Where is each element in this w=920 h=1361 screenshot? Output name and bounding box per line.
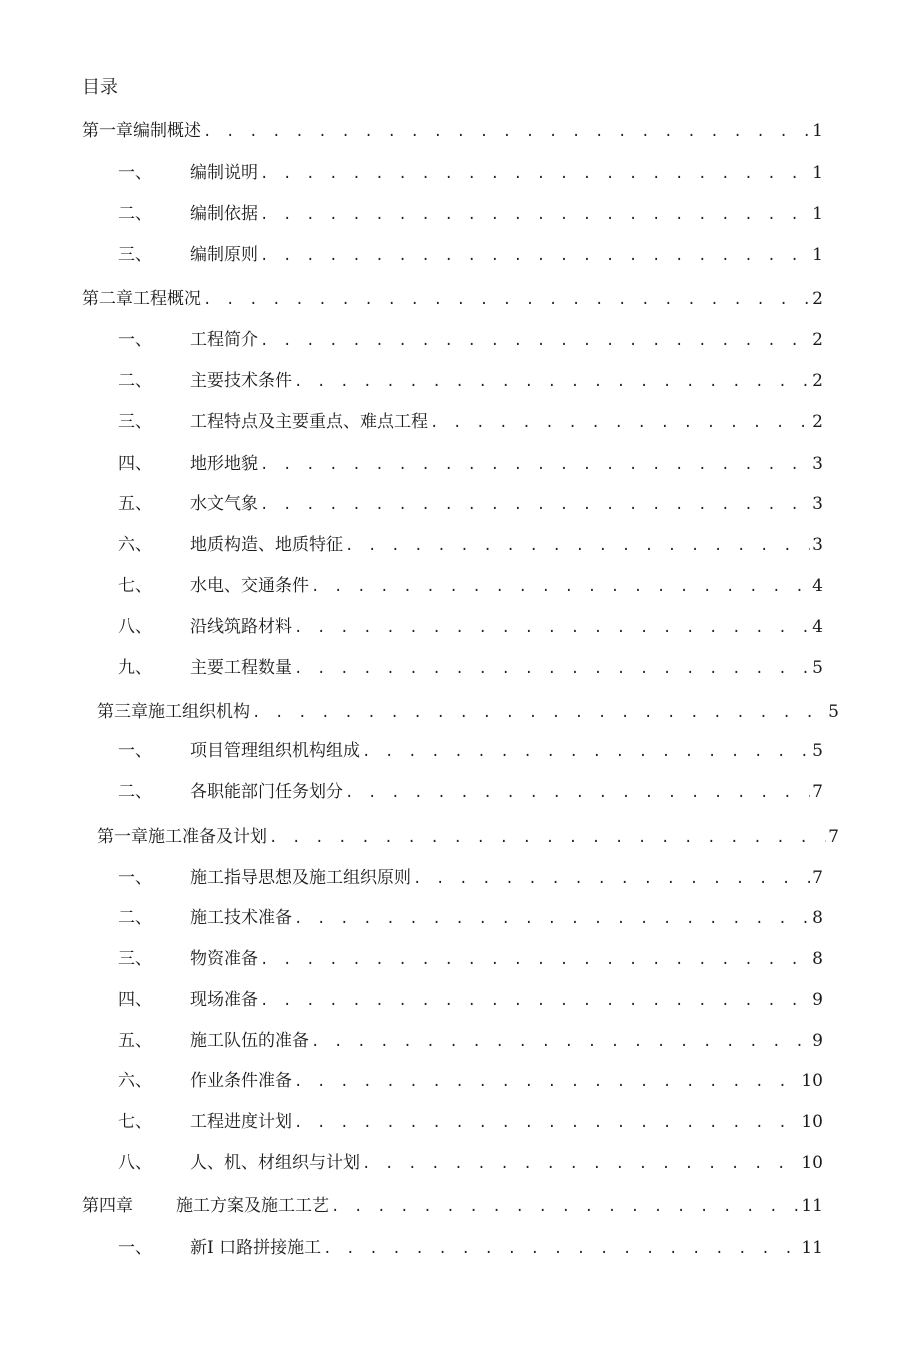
toc-entry-page: 2 <box>812 289 823 309</box>
toc-section-entry[interactable] <box>118 530 823 556</box>
toc-section-entry[interactable] <box>118 158 823 184</box>
toc-entry-label: 项目管理组织机构组成 <box>190 741 360 761</box>
toc-entry-page: 10 <box>801 1153 823 1173</box>
toc-entry-label: 施工指导思想及施工组织原则 <box>190 868 411 888</box>
toc-entry-page: 3 <box>812 454 823 474</box>
toc-entry-number: 九、 <box>118 658 152 678</box>
dot-leader <box>362 1154 799 1174</box>
dot-leader <box>345 536 810 556</box>
dot-leader <box>331 1197 799 1217</box>
toc-entry-number: 七、 <box>118 1112 152 1132</box>
dot-leader <box>260 950 810 970</box>
toc-section-entry[interactable] <box>118 571 823 597</box>
toc-section-entry[interactable] <box>118 612 823 638</box>
toc-section-entry[interactable] <box>118 1066 823 1092</box>
toc-entry-label: 各职能部门任务划分 <box>190 782 343 802</box>
dot-leader <box>323 1239 799 1259</box>
toc-entry-label: 工程特点及主要重点、难点工程 <box>190 412 428 432</box>
toc-entry-number: 六、 <box>118 1071 152 1091</box>
toc-entry-page: 1 <box>812 245 823 265</box>
toc-entry-page: 1 <box>812 163 823 183</box>
toc-entry-page: 9 <box>812 1031 823 1051</box>
dot-leader <box>294 618 810 638</box>
toc-entry-number: 四、 <box>118 990 152 1010</box>
toc-entry-number: 三、 <box>118 412 152 432</box>
dot-leader <box>260 164 810 184</box>
toc-section-entry[interactable] <box>118 1107 823 1133</box>
toc-entry-label: 现场准备 <box>190 990 258 1010</box>
dot-leader <box>294 659 810 679</box>
toc-entry-number: 二、 <box>118 782 152 802</box>
toc-entry-page: 2 <box>812 330 823 350</box>
dot-leader <box>430 413 810 433</box>
dot-leader <box>294 909 810 929</box>
dot-leader <box>260 495 810 515</box>
toc-entry-label: 水文气象 <box>190 494 258 514</box>
toc-entry-page: 3 <box>812 494 823 514</box>
toc-entry-page: 3 <box>812 535 823 555</box>
toc-entry-number: 六、 <box>118 535 152 555</box>
toc-section-entry[interactable] <box>118 199 823 225</box>
toc-entry-label: 施工技术准备 <box>190 908 292 928</box>
toc-section-entry[interactable] <box>118 903 823 929</box>
toc-section-entry[interactable] <box>118 240 823 266</box>
dot-leader <box>260 205 810 225</box>
toc-section-entry[interactable] <box>118 653 823 679</box>
dot-leader <box>362 742 810 762</box>
toc-entry-label: 水电、交通条件 <box>190 576 309 596</box>
toc-chapter-entry[interactable] <box>97 822 839 848</box>
toc-entry-page: 9 <box>812 990 823 1010</box>
dot-leader <box>294 1072 799 1092</box>
toc-entry-label: 主要技术条件 <box>190 371 292 391</box>
toc-entry-label: 第二章工程概况 <box>82 289 201 309</box>
toc-entry-label: 地质构造、地质特征 <box>190 535 343 555</box>
toc-entry-page: 7 <box>828 827 839 847</box>
dot-leader <box>203 122 810 142</box>
toc-entry-number: 一、 <box>118 1238 152 1258</box>
toc-entry-page: 5 <box>812 658 823 678</box>
toc-entry-number: 四、 <box>118 454 152 474</box>
dot-leader <box>294 1113 799 1133</box>
toc-entry-page: 10 <box>801 1071 823 1091</box>
toc-section-entry[interactable] <box>118 736 823 762</box>
toc-entry-page: 7 <box>812 782 823 802</box>
toc-section-entry[interactable] <box>118 985 823 1011</box>
dot-leader <box>311 577 810 597</box>
toc-entry-label: 新I 口路拼接施工 <box>190 1238 322 1258</box>
toc-entry-number: 八、 <box>118 1153 152 1173</box>
toc-entry-label: 施工队伍的准备 <box>190 1031 309 1051</box>
toc-entry-page: 8 <box>812 908 823 928</box>
toc-entry-label: 沿线筑路材料 <box>190 617 292 637</box>
toc-entry-label: 第一章施工准备及计划 <box>97 827 267 847</box>
toc-entry-label: 作业条件准备 <box>190 1071 292 1091</box>
toc-entry-number: 五、 <box>118 1031 152 1051</box>
toc-chapter-entry[interactable] <box>97 697 839 723</box>
toc-entry-label: 工程简介 <box>190 330 258 350</box>
toc-chapter-entry[interactable] <box>82 284 823 310</box>
dot-leader <box>311 1032 810 1052</box>
toc-entry-page: 4 <box>812 617 823 637</box>
toc-entry-label: 工程进度计划 <box>190 1112 292 1132</box>
dot-leader <box>294 372 810 392</box>
toc-entry-label: 第三章施工组织机构 <box>97 702 250 722</box>
toc-entry-number: 二、 <box>118 204 152 224</box>
toc-entry-label: 施工方案及施工工艺 <box>176 1196 329 1216</box>
dot-leader <box>260 455 810 475</box>
toc-section-entry[interactable] <box>118 449 823 475</box>
toc-section-entry[interactable] <box>118 1148 823 1174</box>
toc-section-entry[interactable] <box>118 489 823 515</box>
toc-entry-page: 11 <box>801 1196 823 1216</box>
toc-entry-number: 二、 <box>118 371 152 391</box>
toc-entry-label: 编制说明 <box>190 163 258 183</box>
toc-entry-label: 第一章编制概述 <box>82 121 201 141</box>
toc-entry-page: 4 <box>812 576 823 596</box>
toc-entry-number: 一、 <box>118 330 152 350</box>
toc-entry-label: 编制原则 <box>190 245 258 265</box>
toc-entry-number: 二、 <box>118 908 152 928</box>
toc-entry-number: 第四章 <box>82 1196 133 1216</box>
toc-entry-page: 10 <box>801 1112 823 1132</box>
toc-entry-page: 7 <box>812 868 823 888</box>
toc-entry-page: 11 <box>801 1238 823 1258</box>
dot-leader <box>252 703 826 723</box>
dot-leader <box>269 828 826 848</box>
toc-entry-number: 七、 <box>118 576 152 596</box>
toc-entry-number: 三、 <box>118 949 152 969</box>
toc-section-entry[interactable] <box>118 777 823 803</box>
dot-leader <box>260 991 810 1011</box>
dot-leader <box>345 783 810 803</box>
toc-entry-page: 1 <box>812 204 823 224</box>
toc-section-entry[interactable] <box>118 325 823 351</box>
toc-entry-page: 2 <box>812 371 823 391</box>
toc-entry-number: 一、 <box>118 741 152 761</box>
toc-entry-label: 物资准备 <box>190 949 258 969</box>
toc-chapter-entry[interactable] <box>82 1191 823 1217</box>
toc-entry-number: 三、 <box>118 245 152 265</box>
toc-section-entry[interactable] <box>118 863 823 889</box>
dot-leader <box>413 869 810 889</box>
toc-entry-page: 1 <box>812 121 823 141</box>
toc-section-entry[interactable] <box>118 407 823 433</box>
toc-section-entry[interactable] <box>118 366 823 392</box>
dot-leader <box>203 290 810 310</box>
toc-entry-number: 一、 <box>118 163 152 183</box>
dot-leader <box>260 246 810 266</box>
toc-section-entry[interactable] <box>118 1026 823 1052</box>
toc-entry-label: 编制依据 <box>190 204 258 224</box>
toc-entry-number: 八、 <box>118 617 152 637</box>
toc-entry-page: 5 <box>828 702 839 722</box>
toc-entry-label: 人、机、材组织与计划 <box>190 1153 360 1173</box>
dot-leader <box>260 331 810 351</box>
toc-entry-number: 一、 <box>118 868 152 888</box>
toc-section-entry[interactable] <box>118 1233 823 1259</box>
toc-entry-label: 主要工程数量 <box>190 658 292 678</box>
toc-entry-page: 5 <box>812 741 823 761</box>
toc-entry-page: 8 <box>812 949 823 969</box>
toc-entry-number: 五、 <box>118 494 152 514</box>
toc-entry-page: 2 <box>812 412 823 432</box>
toc-entry-label: 地形地貌 <box>190 454 258 474</box>
toc-chapter-entry[interactable] <box>82 116 823 142</box>
toc-section-entry[interactable] <box>118 944 823 970</box>
toc-title: 目录 <box>82 77 118 98</box>
